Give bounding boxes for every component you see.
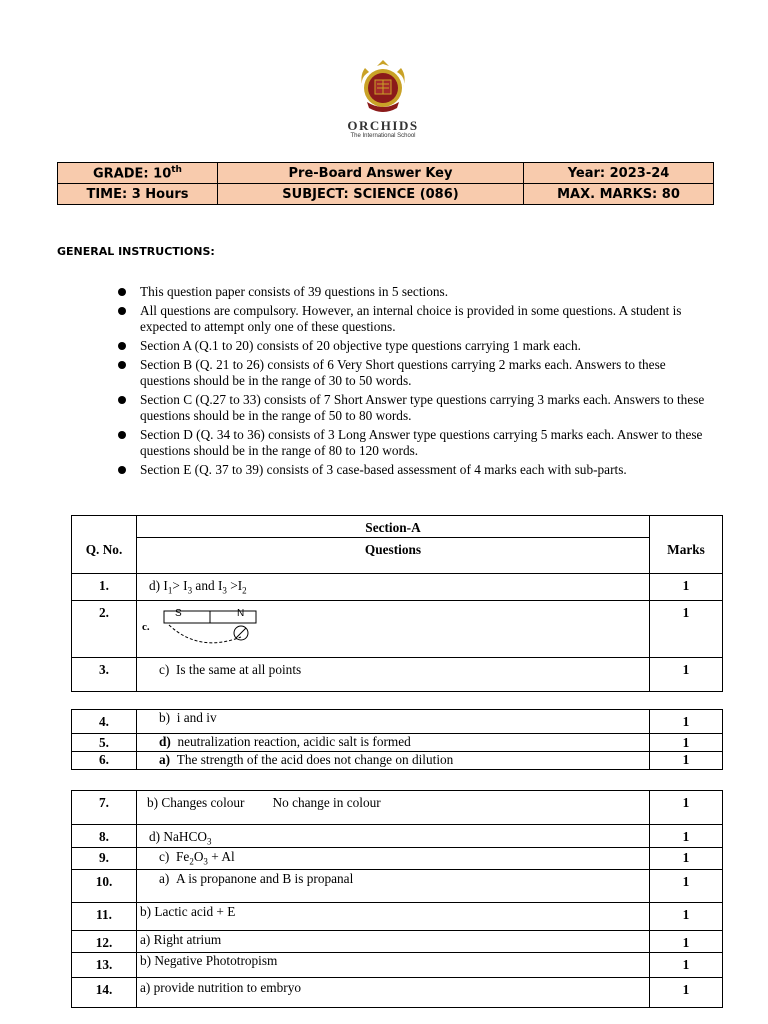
answer-text: d) $I_1> I_3$ and $I_3 >I_2$ xyxy=(137,574,650,601)
answer-text: c) $Fe_2O_3 + Al$ xyxy=(137,847,650,869)
subject-cell: SUBJECT: SCIENCE (086) xyxy=(218,184,524,205)
bullet-icon xyxy=(118,466,126,474)
answer-text: b) Negative Phototropism xyxy=(137,952,650,977)
table-row: 8. d) NaHCO$_3$ 1 xyxy=(72,825,723,848)
answer-text: a) A is propanone and B is propanal xyxy=(137,869,650,902)
table-row: 14. a) provide nutrition to embryo 1 xyxy=(72,977,723,1007)
year-cell: Year: 2023-24 xyxy=(524,163,714,184)
answer-text: b) Lactic acid + E xyxy=(137,902,650,930)
exam-header-table xyxy=(57,162,714,205)
table-row: 12. a) Right atrium 1 xyxy=(72,930,723,952)
answer-text: d) neutralization reaction, acidic salt is formed xyxy=(137,734,650,752)
bullet-icon xyxy=(118,431,126,439)
instruction-item: Section C (Q.27 to 33) consists of 7 Short Answer type questions carrying 3 marks each. Answers to these questions should be in the range of 50 to 80 words. xyxy=(118,392,718,424)
answer-text: a) provide nutrition to embryo xyxy=(137,977,650,1007)
table-row: 5. d) neutralization reaction, acidic salt is formed 1 xyxy=(72,734,723,752)
table-row: 13. b) Negative Phototropism 1 xyxy=(72,952,723,977)
column-header-qno: Q. No. xyxy=(72,538,137,574)
answer-table-block-3 xyxy=(71,790,723,1008)
school-crest-icon xyxy=(355,58,411,116)
bullet-icon xyxy=(118,361,126,369)
answer-text: a) The strength of the acid does not change on dilution xyxy=(137,752,650,770)
table-row: 11. b) Lactic acid + E 1 xyxy=(72,902,723,930)
school-logo xyxy=(338,58,428,142)
section-title: Section-A xyxy=(137,516,650,538)
instruction-item: Section D (Q. 34 to 36) consists of 3 Long Answer type questions carrying 5 marks each. Answer to these questions should be in the range of 80 to 120 words. xyxy=(118,427,718,459)
answer-text: b) i and iv xyxy=(137,710,650,734)
table-row: 2. c. S N 1 xyxy=(72,601,723,658)
answer-diagram: c. S N xyxy=(137,601,650,658)
answer-text: b) Changes colour No change in colour xyxy=(137,791,650,825)
column-header-questions: Questions xyxy=(137,538,650,574)
table-row: 4. b) i and iv 1 xyxy=(72,710,723,734)
time-cell: TIME: 3 Hours xyxy=(58,184,218,205)
instruction-item: Section E (Q. 37 to 39) consists of 3 case-based assessment of 4 marks each with sub-parts. xyxy=(118,462,718,478)
school-tagline: The International School xyxy=(350,133,416,139)
table-row: 9. c) $Fe_2O_3 + Al$ 1 xyxy=(72,847,723,869)
school-name: ORCHIDS xyxy=(347,118,419,133)
column-header-marks: Marks xyxy=(650,538,723,574)
general-instructions-heading: GENERAL INSTRUCTIONS: xyxy=(57,245,215,258)
instruction-item: Section A (Q.1 to 20) consists of 20 objective type questions carrying 1 mark each. xyxy=(118,338,718,354)
answer-table-block-2 xyxy=(71,709,723,770)
bullet-icon xyxy=(118,396,126,404)
max-marks-cell: MAX. MARKS: 80 xyxy=(524,184,714,205)
bullet-icon xyxy=(118,307,126,315)
table-row: 10. a) A is propanone and B is propanal 1 xyxy=(72,869,723,902)
instruction-item: This question paper consists of 39 questions in 5 sections. xyxy=(118,284,718,300)
table-row: 7. b) Changes colour No change in colour 1 xyxy=(72,791,723,825)
bullet-icon xyxy=(118,342,126,350)
title-cell: Pre-Board Answer Key xyxy=(218,163,524,184)
answer-text: a) Right atrium xyxy=(137,930,650,952)
answer-table-block-1 xyxy=(71,515,723,692)
instruction-item: All questions are compulsory. However, an internal choice is provided in some questions. A student is expected to attempt only one of these questions. xyxy=(118,303,718,335)
grade-cell: GRADE: 10th xyxy=(58,163,218,184)
answer-text: d) NaHCO$_3$ xyxy=(137,825,650,848)
bullet-icon xyxy=(118,288,126,296)
instructions-list xyxy=(118,284,718,481)
table-row: 1. d) $I_1> I_3$ and $I_3 >I_2$ 1 xyxy=(72,574,723,601)
table-row: 3. c) Is the same at all points 1 xyxy=(72,658,723,692)
answer-text: c) Is the same at all points xyxy=(137,658,650,692)
table-row: 6. a) The strength of the acid does not change on dilution 1 xyxy=(72,752,723,770)
instruction-item: Section B (Q. 21 to 26) consists of 6 Very Short questions carrying 2 marks each. Answers to these questions should be in the range of 30 to 50 words. xyxy=(118,357,718,389)
